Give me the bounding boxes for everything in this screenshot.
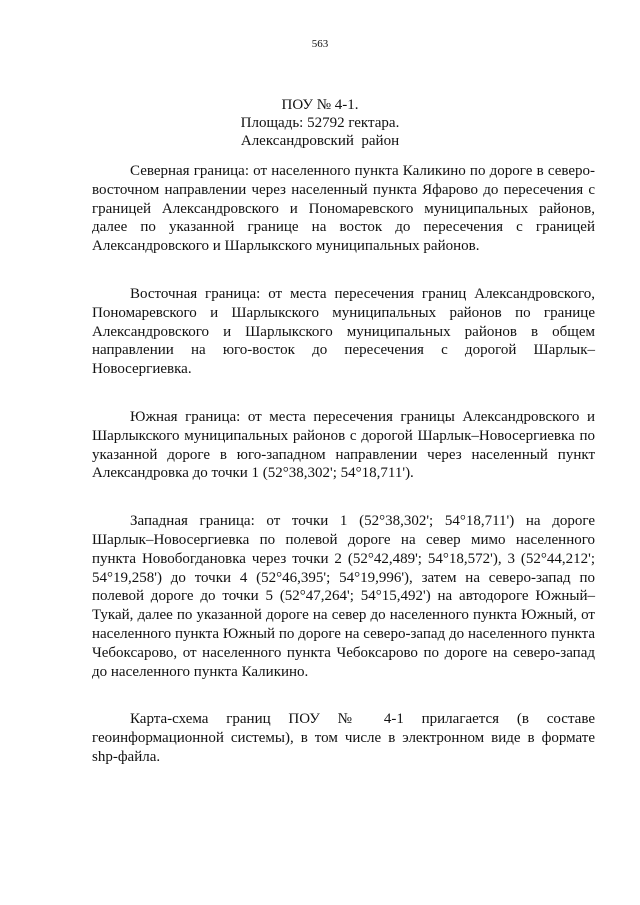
paragraph-map-note: Карта-схема границ ПОУ № 4-1 прилагается (в составе геоинформационной системы), в том числе в электронном виде в формате shp-файла. [92,711,595,765]
paragraph-south-border: Южная граница: от места пересечения границы Александровского и Шарлыкского муниципальных районов с дорогой Шарлык–Новосергиевка по указанной дороге в юго-западном направлении через населенный пункт Александровка до точки 1 (52°38,302'; 54°18,711'). [92,408,595,482]
header-district: Александровский район [240,133,400,149]
header-title: ПОУ № 4-1. [281,97,359,113]
document-body [92,162,595,796]
paragraph-east-border: Восточная граница: от места пересечения границ Александровского, Пономаревского и Шарлыкского муниципальных районов по границе Александровского и Шарлыкского муниципальных районов в общем направлении на юго-восток до пересечения с дорогой Шарлык–Новосергиевка. [92,285,595,378]
header-area: Площадь: 52792 гектара. [240,115,400,131]
paragraph-north-border: Северная граница: от населенного пункта Каликино по дороге в северо-восточном направлении через населенный пункта Яфарово до пересечения с границей Александровского и Пономаревского муниципальных районов, далее по указанной границе на восток до пересечения с границей Александровского и Шарлыкского муниципальных районов. [92,163,595,255]
document-header [0,96,640,150]
page-number: 563 [311,38,329,50]
paragraph-west-border: Западная граница: от точки 1 (52°38,302'; 54°18,711') на дороге Шарлык–Новосергиевка по полевой дороге на север мимо населенного пункта Новобогдановка через точки 2 (52°42,489'; 54°18,572'), 3 (52°44,212'; 54°19,258') до точки 4 (52°46,395'; 54°19,996'), затем на северо-запад по полевой дороге до точки 5 (52°47,264'; 54°15,492') на автодороге Южный–Тукай, далее по указанной дороге на север до населенного пункта Южный, от населенного пункта Южный по дороге на северо-запад до населенного пункта Чебоксарово, от населенного пункта Чебоксарово по дороге на северо-запад до населенного пункта Каликино. [92,513,595,680]
